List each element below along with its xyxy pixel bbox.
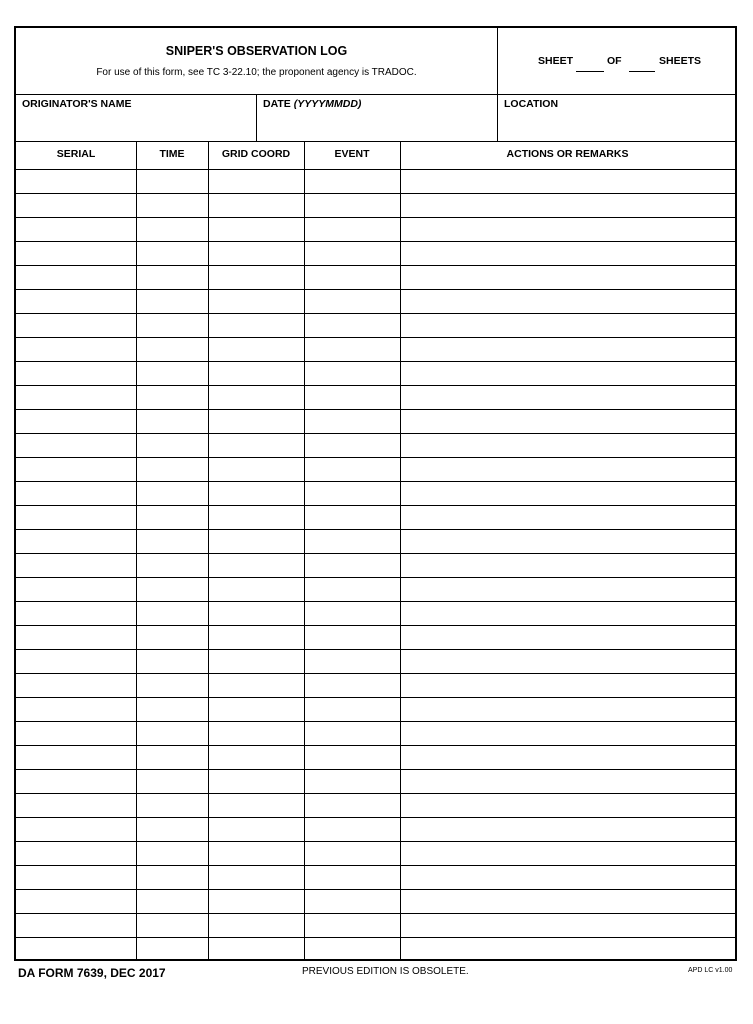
time-cell[interactable] (138, 554, 210, 578)
serial-cell[interactable] (18, 410, 138, 434)
of-label: OF (607, 55, 622, 67)
actions-remarks-cell[interactable] (402, 218, 737, 242)
actions-remarks-cell[interactable] (402, 530, 737, 554)
event-cell[interactable] (306, 410, 402, 434)
serial-cell[interactable] (18, 386, 138, 410)
serial-cell[interactable] (18, 314, 138, 338)
actions-remarks-cell[interactable] (402, 554, 737, 578)
grid-coord-cell[interactable] (210, 674, 306, 698)
serial-cell[interactable] (18, 362, 138, 386)
event-cell[interactable] (306, 482, 402, 506)
time-cell[interactable] (138, 674, 210, 698)
grid-coord-cell[interactable] (210, 170, 306, 194)
actions-remarks-cell[interactable] (402, 386, 737, 410)
serial-cell[interactable] (18, 554, 138, 578)
grid-coord-cell[interactable] (210, 938, 306, 962)
time-cell[interactable] (138, 266, 210, 290)
event-cell[interactable] (306, 554, 402, 578)
serial-cell[interactable] (18, 170, 138, 194)
event-cell[interactable] (306, 362, 402, 386)
grid-coord-cell[interactable] (210, 242, 306, 266)
time-cell[interactable] (138, 194, 210, 218)
serial-cell[interactable] (18, 482, 138, 506)
serial-cell[interactable] (18, 938, 138, 962)
grid-coord-cell[interactable] (210, 530, 306, 554)
serial-cell[interactable] (18, 794, 138, 818)
time-cell[interactable] (138, 602, 210, 626)
actions-remarks-cell[interactable] (402, 242, 737, 266)
event-cell[interactable] (306, 602, 402, 626)
actions-remarks-cell[interactable] (402, 674, 737, 698)
time-cell[interactable] (138, 458, 210, 482)
form-number: DA FORM 7639, DEC 2017 (18, 966, 166, 980)
event-cell[interactable] (306, 794, 402, 818)
event-cell[interactable] (306, 650, 402, 674)
originator-label: ORIGINATOR'S NAME (22, 98, 132, 110)
time-cell[interactable] (138, 290, 210, 314)
grid-coord-cell[interactable] (210, 914, 306, 938)
event-cell[interactable] (306, 674, 402, 698)
actions-remarks-cell[interactable] (402, 434, 737, 458)
time-cell[interactable] (138, 794, 210, 818)
observation-log-form (14, 26, 737, 961)
location-field[interactable] (502, 114, 731, 138)
grid-coord-cell[interactable] (210, 218, 306, 242)
observation-table (16, 141, 735, 959)
time-cell[interactable] (138, 890, 210, 914)
time-cell[interactable] (138, 386, 210, 410)
event-cell[interactable] (306, 338, 402, 362)
grid-coord-cell[interactable] (210, 266, 306, 290)
actions-remarks-cell[interactable] (402, 938, 737, 962)
serial-cell[interactable] (18, 842, 138, 866)
serial-cell[interactable] (18, 434, 138, 458)
event-cell[interactable] (306, 194, 402, 218)
actions-remarks-cell[interactable] (402, 914, 737, 938)
actions-remarks-cell[interactable] (402, 770, 737, 794)
previous-edition-note: PREVIOUS EDITION IS OBSOLETE. (302, 966, 469, 977)
info-row (16, 94, 735, 142)
event-cell[interactable] (306, 506, 402, 530)
actions-remarks-cell[interactable] (402, 698, 737, 722)
grid-coord-cell[interactable] (210, 866, 306, 890)
actions-remarks-cell[interactable] (402, 602, 737, 626)
event-cell[interactable] (306, 866, 402, 890)
serial-cell[interactable] (18, 770, 138, 794)
form-title: SNIPER'S OBSERVATION LOG (165, 44, 348, 58)
grid-coord-cell[interactable] (210, 314, 306, 338)
serial-cell[interactable] (18, 674, 138, 698)
time-cell[interactable] (138, 698, 210, 722)
actions-remarks-cell[interactable] (402, 290, 737, 314)
time-cell[interactable] (138, 506, 210, 530)
sheet-label: SHEET (538, 55, 574, 67)
grid-coord-cell[interactable] (210, 698, 306, 722)
event-cell[interactable] (306, 386, 402, 410)
location-label: LOCATION (504, 98, 559, 110)
time-cell[interactable] (138, 434, 210, 458)
event-cell[interactable] (306, 458, 402, 482)
column-header-serial: SERIAL (56, 148, 96, 160)
actions-remarks-cell[interactable] (402, 794, 737, 818)
actions-remarks-cell[interactable] (402, 866, 737, 890)
date-field[interactable] (261, 114, 493, 138)
event-cell[interactable] (306, 914, 402, 938)
title-block (16, 28, 498, 94)
event-cell[interactable] (306, 842, 402, 866)
event-cell[interactable] (306, 722, 402, 746)
grid-coord-cell[interactable] (210, 290, 306, 314)
actions-remarks-cell[interactable] (402, 626, 737, 650)
time-cell[interactable] (138, 362, 210, 386)
actions-remarks-cell[interactable] (402, 506, 737, 530)
actions-remarks-cell[interactable] (402, 746, 737, 770)
actions-remarks-cell[interactable] (402, 890, 737, 914)
originator-cell (16, 94, 257, 141)
column-header-event: EVENT (334, 148, 370, 160)
originator-name-field[interactable] (20, 114, 252, 138)
time-cell[interactable] (138, 842, 210, 866)
event-cell[interactable] (306, 290, 402, 314)
version-label: APD LC v1.00 (688, 967, 733, 974)
form-header (16, 28, 735, 95)
date-cell (257, 94, 498, 141)
serial-cell[interactable] (18, 890, 138, 914)
location-cell (498, 94, 735, 141)
grid-coord-cell[interactable] (210, 890, 306, 914)
serial-cell[interactable] (18, 914, 138, 938)
event-cell[interactable] (306, 434, 402, 458)
grid-coord-cell[interactable] (210, 434, 306, 458)
grid-coord-cell[interactable] (210, 626, 306, 650)
actions-remarks-cell[interactable] (402, 650, 737, 674)
actions-remarks-cell[interactable] (402, 578, 737, 602)
event-cell[interactable] (306, 938, 402, 962)
actions-remarks-cell[interactable] (402, 314, 737, 338)
time-cell[interactable] (138, 914, 210, 938)
time-cell[interactable] (138, 746, 210, 770)
serial-cell[interactable] (18, 506, 138, 530)
serial-cell[interactable] (18, 626, 138, 650)
total-sheets-field[interactable] (629, 71, 655, 72)
actions-remarks-cell[interactable] (402, 722, 737, 746)
serial-cell[interactable] (18, 530, 138, 554)
time-cell[interactable] (138, 722, 210, 746)
actions-remarks-cell[interactable] (402, 410, 737, 434)
grid-coord-cell[interactable] (210, 194, 306, 218)
time-cell[interactable] (138, 938, 210, 962)
time-cell[interactable] (138, 770, 210, 794)
sheet-number-field[interactable] (576, 71, 604, 72)
grid-coord-cell[interactable] (210, 746, 306, 770)
event-cell[interactable] (306, 218, 402, 242)
sheet-count-block (498, 28, 735, 94)
serial-cell[interactable] (18, 818, 138, 842)
actions-remarks-cell[interactable] (402, 194, 737, 218)
actions-remarks-cell[interactable] (402, 842, 737, 866)
actions-remarks-cell[interactable] (402, 482, 737, 506)
form-subtitle: For use of this form, see TC 3-22.10; the proponent agency is TRADOC. (96, 67, 417, 78)
actions-remarks-cell[interactable] (402, 818, 737, 842)
serial-cell[interactable] (18, 650, 138, 674)
event-cell[interactable] (306, 746, 402, 770)
serial-cell[interactable] (18, 746, 138, 770)
time-cell[interactable] (138, 578, 210, 602)
grid-coord-cell[interactable] (210, 770, 306, 794)
grid-coord-cell[interactable] (210, 842, 306, 866)
event-cell[interactable] (306, 626, 402, 650)
grid-coord-cell[interactable] (210, 458, 306, 482)
serial-cell[interactable] (18, 722, 138, 746)
column-header-time: TIME (159, 148, 185, 160)
time-cell[interactable] (138, 866, 210, 890)
serial-cell[interactable] (18, 194, 138, 218)
serial-cell[interactable] (18, 266, 138, 290)
event-cell[interactable] (306, 770, 402, 794)
event-cell[interactable] (306, 266, 402, 290)
grid-coord-cell[interactable] (210, 554, 306, 578)
grid-coord-cell[interactable] (210, 722, 306, 746)
serial-cell[interactable] (18, 242, 138, 266)
serial-cell[interactable] (18, 602, 138, 626)
date-format-hint: (YYYYMMDD) (293, 98, 362, 110)
time-cell[interactable] (138, 170, 210, 194)
event-cell[interactable] (306, 818, 402, 842)
date-label: DATE (263, 98, 291, 110)
time-cell[interactable] (138, 410, 210, 434)
event-cell[interactable] (306, 890, 402, 914)
time-cell[interactable] (138, 338, 210, 362)
grid-coord-cell[interactable] (210, 506, 306, 530)
event-cell[interactable] (306, 170, 402, 194)
actions-remarks-cell[interactable] (402, 338, 737, 362)
actions-remarks-cell[interactable] (402, 362, 737, 386)
grid-coord-cell[interactable] (210, 386, 306, 410)
time-cell[interactable] (138, 218, 210, 242)
event-cell[interactable] (306, 578, 402, 602)
date-label-group (263, 98, 361, 110)
grid-coord-cell[interactable] (210, 794, 306, 818)
serial-cell[interactable] (18, 218, 138, 242)
serial-cell[interactable] (18, 458, 138, 482)
serial-cell[interactable] (18, 866, 138, 890)
actions-remarks-cell[interactable] (402, 170, 737, 194)
grid-coord-cell[interactable] (210, 818, 306, 842)
event-cell[interactable] (306, 314, 402, 338)
time-cell[interactable] (138, 650, 210, 674)
time-cell[interactable] (138, 626, 210, 650)
column-header-grid-coord: GRID COORD (221, 148, 291, 160)
time-cell[interactable] (138, 314, 210, 338)
sheets-label: SHEETS (659, 55, 702, 67)
time-cell[interactable] (138, 482, 210, 506)
column-header-actions-remarks: ACTIONS OR REMARKS (506, 148, 629, 160)
event-cell[interactable] (306, 698, 402, 722)
actions-remarks-cell[interactable] (402, 266, 737, 290)
event-cell[interactable] (306, 242, 402, 266)
grid-coord-cell[interactable] (210, 650, 306, 674)
serial-cell[interactable] (18, 338, 138, 362)
grid-coord-cell[interactable] (210, 410, 306, 434)
time-cell[interactable] (138, 818, 210, 842)
serial-cell[interactable] (18, 578, 138, 602)
grid-coord-cell[interactable] (210, 362, 306, 386)
grid-coord-cell[interactable] (210, 578, 306, 602)
grid-coord-cell[interactable] (210, 602, 306, 626)
actions-remarks-cell[interactable] (402, 458, 737, 482)
grid-coord-cell[interactable] (210, 482, 306, 506)
event-cell[interactable] (306, 530, 402, 554)
time-cell[interactable] (138, 242, 210, 266)
serial-cell[interactable] (18, 698, 138, 722)
time-cell[interactable] (138, 530, 210, 554)
grid-coord-cell[interactable] (210, 338, 306, 362)
serial-cell[interactable] (18, 290, 138, 314)
